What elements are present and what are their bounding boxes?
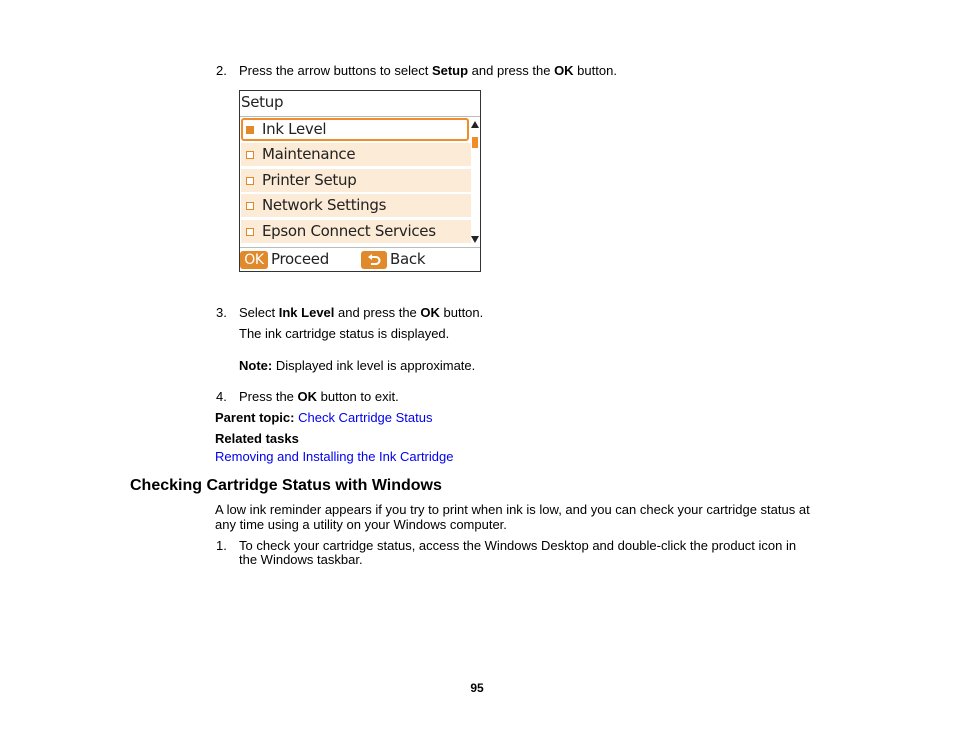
back-label: Back xyxy=(390,250,426,268)
back-button-icon[interactable] xyxy=(361,251,387,269)
step-number: 4. xyxy=(216,389,227,404)
lcd-menu-item-label: Epson Connect Services xyxy=(262,221,436,240)
step-4-text xyxy=(239,389,399,404)
proceed-label: Proceed xyxy=(271,250,329,268)
back-arrow-icon xyxy=(367,253,381,267)
section-heading: Checking Cartridge Status with Windows xyxy=(130,477,442,494)
ok-button-icon[interactable]: OK xyxy=(240,251,268,269)
note xyxy=(239,358,475,373)
lcd-scrollbar[interactable] xyxy=(471,121,479,243)
scroll-thumb[interactable] xyxy=(472,137,478,148)
step-3-text xyxy=(239,305,483,320)
lcd-menu-list xyxy=(241,118,471,245)
bullet-icon xyxy=(246,202,254,210)
parent-topic-link[interactable]: Check Cartridge Status xyxy=(298,410,433,425)
step-2-ok: OK xyxy=(554,63,574,78)
step-3-mid: and press the xyxy=(334,305,421,320)
step-2-pre: Press the arrow buttons to select xyxy=(239,63,432,78)
step-number: 3. xyxy=(216,305,227,320)
printer-lcd-screenshot xyxy=(239,90,481,272)
step-4-pre: Press the xyxy=(239,389,298,404)
step-3-ink-level: Ink Level xyxy=(278,305,335,320)
note-text: Displayed ink level is approximate. xyxy=(272,358,476,373)
step-2-post: button. xyxy=(573,63,617,78)
step-4-ok: OK xyxy=(297,389,318,404)
lcd-menu-item-label: Printer Setup xyxy=(262,170,357,189)
scroll-up-arrow-icon[interactable] xyxy=(471,121,479,128)
bullet-icon xyxy=(246,228,254,236)
note-label: Note: xyxy=(239,358,273,373)
step-2-text xyxy=(239,63,617,78)
windows-step-1-line-1: To check your cartridge status, access the Windows Desktop and double-click the product icon in xyxy=(239,538,797,553)
scroll-down-arrow-icon[interactable] xyxy=(471,236,479,243)
windows-step-1-line-2: the Windows taskbar. xyxy=(239,552,363,567)
lcd-menu-item-label: Ink Level xyxy=(262,120,327,138)
section-paragraph-line-1: A low ink reminder appears if you try to print when ink is low, and you can check your cartridge status at xyxy=(215,502,810,517)
related-tasks-label: Related tasks xyxy=(215,431,299,446)
parent-topic-label: Parent topic: xyxy=(215,410,295,425)
step-3-post: button. xyxy=(439,305,484,320)
lcd-footer xyxy=(240,247,480,272)
step-2-mid: and press the xyxy=(468,63,555,78)
lcd-menu-item-maintenance[interactable] xyxy=(241,143,471,166)
bullet-icon xyxy=(246,151,254,159)
lcd-menu-item-printer-setup[interactable] xyxy=(241,169,471,192)
related-tasks-list xyxy=(215,449,453,464)
related-task-link[interactable]: Removing and Installing the Ink Cartridge xyxy=(215,449,454,464)
lcd-divider xyxy=(240,116,480,117)
step-3-ok: OK xyxy=(420,305,440,320)
lcd-title: Setup xyxy=(241,93,284,111)
lcd-menu-item-label: Maintenance xyxy=(262,145,356,164)
step-number: 1. xyxy=(216,538,227,553)
step-3-pre: Select xyxy=(239,305,279,320)
lcd-menu-item-label: Network Settings xyxy=(262,196,387,215)
bullet-icon xyxy=(246,126,254,134)
page-number: 95 xyxy=(470,681,484,695)
bullet-icon xyxy=(246,177,254,185)
lcd-menu-item-ink-level[interactable] xyxy=(241,118,469,141)
section-paragraph-line-2: any time using a utility on your Windows computer. xyxy=(215,517,507,532)
lcd-menu-item-network-settings[interactable] xyxy=(241,194,471,217)
step-4-post: button to exit. xyxy=(317,389,399,404)
step-number: 2. xyxy=(216,63,227,78)
step-3-result: The ink cartridge status is displayed. xyxy=(239,326,450,341)
lcd-menu-item-epson-connect[interactable] xyxy=(241,220,471,243)
step-2-setup: Setup xyxy=(431,63,469,78)
parent-topic xyxy=(215,410,433,425)
